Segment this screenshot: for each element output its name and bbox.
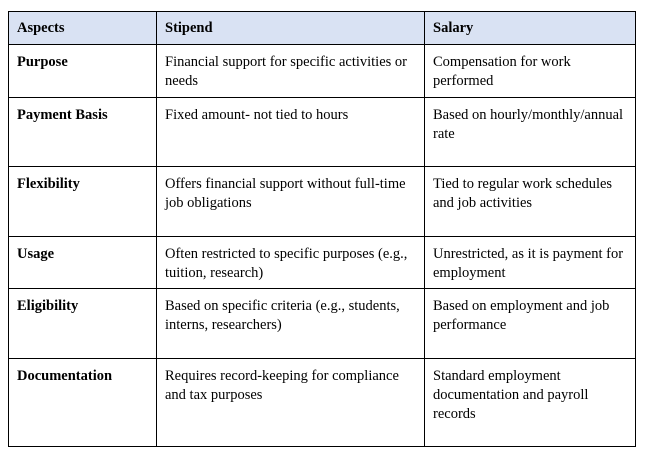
salary-cell: Based on hourly/monthly/annual rate — [425, 98, 636, 167]
salary-cell: Unrestricted, as it is payment for employment — [425, 237, 636, 289]
table-row — [9, 45, 636, 98]
stipend-cell: Financial support for specific activities or needs — [157, 45, 425, 98]
header-stipend: Stipend — [157, 12, 425, 45]
table-row — [9, 98, 636, 167]
aspect-cell: Flexibility — [9, 167, 157, 237]
salary-cell: Tied to regular work schedules and job activities — [425, 167, 636, 237]
comparison-table-container — [8, 11, 636, 447]
header-row — [9, 12, 636, 45]
stipend-cell: Requires record-keeping for compliance and tax purposes — [157, 359, 425, 447]
stipend-vs-salary-table — [8, 11, 636, 447]
stipend-cell: Based on specific criteria (e.g., students, interns, researchers) — [157, 289, 425, 359]
stipend-cell: Offers financial support without full-time job obligations — [157, 167, 425, 237]
header-salary: Salary — [425, 12, 636, 45]
salary-cell: Standard employment documentation and payroll records — [425, 359, 636, 447]
salary-cell: Compensation for work performed — [425, 45, 636, 98]
aspect-cell: Usage — [9, 237, 157, 289]
stipend-cell: Often restricted to specific purposes (e.g., tuition, research) — [157, 237, 425, 289]
salary-cell: Based on employment and job performance — [425, 289, 636, 359]
table-row — [9, 289, 636, 359]
aspect-cell: Purpose — [9, 45, 157, 98]
stipend-cell: Fixed amount- not tied to hours — [157, 98, 425, 167]
header-aspects: Aspects — [9, 12, 157, 45]
table-row — [9, 167, 636, 237]
aspect-cell: Eligibility — [9, 289, 157, 359]
table-row — [9, 359, 636, 447]
aspect-cell: Payment Basis — [9, 98, 157, 167]
aspect-cell: Documentation — [9, 359, 157, 447]
table-row — [9, 237, 636, 289]
